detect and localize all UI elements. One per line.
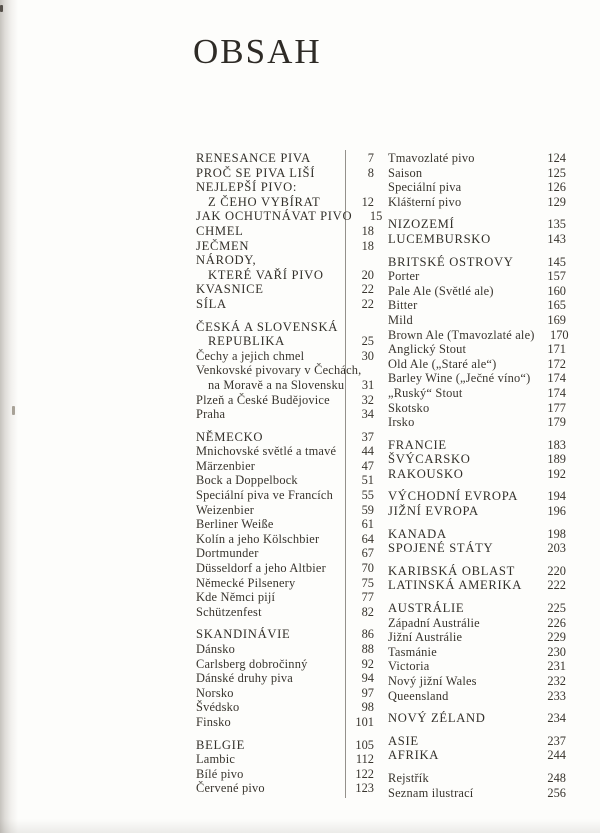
toc-entry-page-number: 192 bbox=[547, 466, 566, 481]
toc-entry-page-number: 172 bbox=[547, 356, 566, 371]
toc-entry-page-number: 234 bbox=[547, 711, 566, 726]
toc-entry-label: Barley Wine („Ječné víno“) bbox=[388, 371, 531, 386]
toc-group bbox=[388, 771, 566, 800]
toc-entry-label: Queensland bbox=[388, 688, 449, 703]
toc-entry-page-number: 70 bbox=[361, 561, 374, 576]
toc-entry-page-number: 248 bbox=[547, 770, 566, 785]
toc-entry-label: Mild bbox=[388, 312, 413, 327]
toc-section-heading-row bbox=[196, 334, 377, 349]
toc-entry-label: Märzenbier bbox=[196, 458, 256, 473]
toc-entry-row bbox=[196, 642, 377, 657]
toc-entry-label: Weizenbier bbox=[196, 502, 255, 517]
toc-section-heading-row bbox=[196, 195, 377, 210]
toc-entry-label: BELGIE bbox=[196, 737, 245, 752]
toc-entry-label: Klášterní pivo bbox=[388, 194, 462, 209]
toc-entry-row bbox=[388, 195, 566, 210]
toc-entry-label: Saison bbox=[388, 165, 423, 180]
toc-entry-row bbox=[196, 657, 377, 672]
toc-entry-label: JIŽNÍ EVROPA bbox=[388, 504, 479, 519]
toc-entry-row bbox=[196, 488, 377, 503]
toc-entry-row bbox=[196, 349, 377, 364]
toc-entry-label: SPOJENÉ STÁTY bbox=[388, 541, 494, 556]
toc-entry-label: ŠVÝCARSKO bbox=[388, 452, 471, 467]
toc-group bbox=[388, 217, 566, 246]
toc-entry-label: KVASNICE bbox=[196, 282, 264, 297]
toc-entry-page-number: 256 bbox=[547, 785, 566, 800]
toc-entry-page-number: 123 bbox=[355, 781, 374, 796]
toc-section-heading-row bbox=[388, 748, 566, 763]
toc-entry-label: CHMEL bbox=[196, 223, 244, 238]
toc-entry-page-number: 32 bbox=[361, 392, 374, 407]
toc-entry-page-number: 126 bbox=[547, 180, 566, 195]
toc-entry-page-number: 124 bbox=[547, 151, 566, 165]
toc-entry-label: Venkovské pivovary v Čechách, bbox=[196, 363, 362, 378]
toc-section-heading-row bbox=[388, 489, 566, 504]
toc-entry-label: Speciální piva bbox=[388, 180, 462, 195]
toc-entry-label: KANADA bbox=[388, 526, 447, 541]
toc-group bbox=[388, 254, 569, 430]
toc-entry-label: Čechy a jejich chmel bbox=[196, 348, 305, 363]
toc-entry-page-number: 67 bbox=[361, 546, 374, 561]
toc-entry-page-number: 196 bbox=[547, 504, 566, 519]
toc-entry-row bbox=[196, 671, 377, 686]
toc-section-heading-row bbox=[196, 627, 377, 642]
toc-entry-page-number: 157 bbox=[547, 269, 566, 284]
toc-entry-row bbox=[388, 386, 566, 401]
toc-entry-page-number: 59 bbox=[361, 502, 374, 517]
toc-entry-page-number: 18 bbox=[361, 238, 374, 253]
toc-section-heading-row bbox=[388, 438, 566, 453]
toc-entry-page-number: 237 bbox=[547, 733, 566, 748]
toc-entry-page-number: 233 bbox=[547, 688, 566, 703]
toc-section-heading-row bbox=[388, 504, 566, 519]
toc-entry-page-number: 169 bbox=[547, 312, 566, 327]
page-bottom-shadow bbox=[0, 819, 600, 833]
toc-entry-label: Bitter bbox=[388, 298, 418, 313]
toc-entry-page-number: 244 bbox=[547, 748, 566, 763]
toc-entry-row bbox=[388, 298, 566, 313]
toc-entry-row bbox=[196, 363, 377, 378]
toc-entry-page-number: 30 bbox=[361, 348, 374, 363]
toc-entry-label: Schützenfest bbox=[196, 604, 262, 619]
toc-entry-label: Seznam ilustrací bbox=[388, 785, 474, 800]
toc-entry-label: ASIE bbox=[388, 733, 419, 748]
toc-entry-label: Kolín a jeho Kölschbier bbox=[196, 531, 320, 546]
toc-entry-label: Jižní Austrálie bbox=[388, 630, 463, 645]
toc-entry-label: Speciální piva ve Francích bbox=[196, 488, 333, 503]
toc-entry-row bbox=[196, 700, 377, 715]
toc-entry-page-number: 92 bbox=[361, 656, 374, 671]
toc-entry-label: Rejstřík bbox=[388, 770, 429, 785]
toc-section-heading-row bbox=[388, 217, 566, 232]
toc-entry-row bbox=[196, 605, 377, 620]
toc-entry-page-number: 64 bbox=[361, 531, 374, 546]
toc-entry-label: Západní Austrálie bbox=[388, 615, 480, 630]
toc-entry-label: na Moravě a na Slovensku bbox=[208, 377, 345, 392]
toc-entry-label: Pale Ale (Světlé ale) bbox=[388, 283, 494, 298]
toc-entry-page-number: 135 bbox=[547, 217, 566, 232]
toc-entry-label: Norsko bbox=[196, 685, 234, 700]
toc-entry-label: Lambic bbox=[196, 752, 236, 767]
toc-entry-page-number: 226 bbox=[547, 615, 566, 630]
toc-entry-row bbox=[388, 357, 566, 372]
toc-entry-row bbox=[388, 659, 566, 674]
toc-entry-page-number: 44 bbox=[361, 444, 374, 459]
toc-entry-label: NĚMECKO bbox=[196, 429, 264, 444]
toc-entry-label: ČESKÁ A SLOVENSKÁ bbox=[196, 319, 339, 334]
toc-entry-label: Dánsko bbox=[196, 642, 236, 656]
toc-entry-page-number: 171 bbox=[547, 342, 566, 357]
toc-entry-page-number: 22 bbox=[361, 282, 374, 297]
toc-entry-page-number: 12 bbox=[361, 194, 374, 209]
toc-entry-row bbox=[196, 576, 377, 591]
toc-section-heading-row bbox=[388, 452, 566, 467]
toc-entry-row bbox=[196, 473, 377, 488]
toc-entry-label: KTERÉ VAŘÍ PIVO bbox=[208, 267, 324, 282]
toc-entry-row bbox=[388, 786, 566, 801]
toc-section-heading-row bbox=[196, 268, 377, 283]
toc-entry-row bbox=[196, 503, 377, 518]
toc-entry-label: Old Ale („Staré ale“) bbox=[388, 356, 497, 371]
toc-entry-row bbox=[196, 767, 377, 782]
toc-section-heading-row bbox=[196, 151, 377, 166]
toc-entry-row bbox=[196, 561, 377, 576]
toc-entry-label: Kde Němci pijí bbox=[196, 590, 276, 605]
toc-group bbox=[388, 527, 566, 556]
toc-entry-page-number: 75 bbox=[361, 575, 374, 590]
toc-entry-label: Německé Pilsenery bbox=[196, 575, 296, 590]
toc-entry-page-number: 31 bbox=[361, 377, 375, 392]
toc-entry-row bbox=[388, 401, 566, 416]
toc-section-heading-row bbox=[196, 297, 377, 312]
toc-entry-page-number: 94 bbox=[361, 671, 374, 686]
toc-entry-label: NOVÝ ZÉLAND bbox=[388, 711, 486, 726]
toc-entry-row bbox=[388, 151, 566, 166]
toc-entry-page-number: 170 bbox=[550, 327, 569, 342]
toc-entry-row bbox=[388, 313, 566, 328]
toc-entry-label: KARIBSKÁ OBLAST bbox=[388, 563, 516, 578]
toc-entry-label: Berliner Weiße bbox=[196, 517, 274, 532]
toc-section-heading-row bbox=[196, 166, 377, 181]
toc-entry-label: SÍLA bbox=[196, 296, 227, 311]
toc-entry-label: Irsko bbox=[388, 415, 415, 430]
toc-group bbox=[388, 734, 566, 763]
toc-entry-row bbox=[196, 752, 377, 767]
toc-section-heading-row bbox=[196, 430, 377, 445]
toc-section-heading-row bbox=[196, 738, 377, 753]
toc-entry-page-number: 143 bbox=[547, 231, 566, 246]
toc-entry-page-number: 34 bbox=[361, 407, 374, 422]
toc-entry-page-number: 231 bbox=[547, 659, 566, 674]
toc-entry-page-number: 225 bbox=[547, 601, 566, 616]
toc-entry-page-number: 122 bbox=[355, 766, 374, 781]
toc-left-column bbox=[196, 151, 383, 796]
toc-entry-page-number: 88 bbox=[361, 642, 374, 656]
toc-entry-label: PROČ SE PIVA LIŠÍ bbox=[196, 165, 316, 180]
toc-entry-page-number: 112 bbox=[355, 752, 374, 767]
toc-entry-page-number: 55 bbox=[361, 488, 374, 503]
toc-entry-page-number: 15 bbox=[369, 209, 383, 224]
toc-section-heading-row bbox=[196, 253, 377, 268]
toc-entry-row bbox=[196, 532, 377, 547]
toc-entry-row bbox=[388, 284, 566, 299]
toc-entry-label: NÁRODY, bbox=[196, 253, 257, 268]
toc-entry-label: RAKOUSKO bbox=[388, 466, 464, 481]
toc-entry-page-number: 189 bbox=[547, 452, 566, 467]
toc-entry-row bbox=[388, 371, 566, 386]
toc-entry-label: NIZOZEMÍ bbox=[388, 217, 455, 232]
toc-section-heading-row bbox=[388, 564, 566, 579]
toc-entry-page-number: 8 bbox=[367, 165, 374, 180]
toc-entry-page-number: 232 bbox=[547, 674, 566, 688]
page-title: OBSAH bbox=[193, 32, 322, 71]
toc-group bbox=[196, 627, 377, 729]
toc-entry-page-number: 183 bbox=[547, 437, 566, 452]
toc-entry-label: NEJLEPŠÍ PIVO: bbox=[196, 180, 298, 195]
toc-entry-label: Anglický Stout bbox=[388, 342, 467, 357]
toc-section-heading-row bbox=[388, 527, 566, 542]
toc-entry-label: Bílé pivo bbox=[196, 766, 244, 781]
toc-entry-row bbox=[196, 444, 377, 459]
toc-entry-label: AFRIKA bbox=[388, 748, 440, 763]
toc-entry-row bbox=[196, 517, 377, 532]
toc-entry-row bbox=[196, 715, 377, 730]
toc-entry-page-number: 165 bbox=[547, 298, 566, 313]
toc-entry-row bbox=[196, 686, 377, 701]
toc-entry-page-number: 82 bbox=[361, 604, 374, 619]
toc-entry-page-number: 22 bbox=[361, 296, 374, 311]
toc-entry-page-number: 98 bbox=[361, 700, 374, 715]
toc-entry-page-number: 37 bbox=[361, 429, 374, 444]
toc-entry-label: Praha bbox=[196, 407, 226, 422]
toc-section-heading-row bbox=[388, 541, 566, 556]
toc-entry-label: Porter bbox=[388, 269, 420, 284]
toc-group bbox=[196, 151, 383, 312]
toc-entry-label: Düsseldorf a jeho Altbier bbox=[196, 561, 326, 576]
scan-speck-left-margin bbox=[12, 406, 15, 415]
toc-entry-page-number: 7 bbox=[367, 151, 374, 165]
toc-entry-label: LUCEMBURSKO bbox=[388, 231, 491, 246]
toc-entry-label: Tmavozlaté pivo bbox=[388, 151, 475, 165]
toc-section-heading-row bbox=[196, 239, 377, 254]
toc-entry-row bbox=[388, 771, 566, 786]
toc-entry-page-number: 174 bbox=[547, 371, 566, 386]
toc-entry-page-number: 229 bbox=[547, 630, 566, 645]
toc-entry-page-number: 198 bbox=[547, 526, 566, 541]
toc-entry-page-number: 203 bbox=[547, 541, 566, 556]
toc-entry-label: FRANCIE bbox=[388, 437, 447, 452]
toc-entry-row bbox=[388, 166, 566, 181]
toc-entry-label: Nový jižní Wales bbox=[388, 674, 477, 688]
toc-entry-page-number: 129 bbox=[547, 194, 566, 209]
toc-section-heading-row bbox=[196, 224, 377, 239]
toc-entry-row bbox=[388, 327, 569, 343]
toc-entry-row bbox=[196, 378, 377, 393]
toc-entry-label: Plzeň a České Budějovice bbox=[196, 392, 330, 407]
toc-entry-label: JEČMEN bbox=[196, 238, 250, 253]
toc-section-heading-row bbox=[388, 232, 566, 247]
toc-entry-label: SKANDINÁVIE bbox=[196, 627, 291, 642]
toc-group bbox=[388, 151, 566, 209]
toc-section-heading-row bbox=[196, 282, 377, 297]
toc-entry-label: Tasmánie bbox=[388, 644, 437, 659]
toc-section-heading-row bbox=[388, 601, 566, 616]
toc-entry-page-number: 20 bbox=[361, 267, 374, 282]
toc-entry-label: RENESANCE PIVA bbox=[196, 151, 311, 165]
toc-entry-page-number: 86 bbox=[361, 627, 374, 642]
toc-entry-row bbox=[196, 407, 377, 422]
toc-group bbox=[388, 711, 566, 726]
toc-entry-row bbox=[388, 269, 566, 284]
toc-section-heading-row bbox=[388, 711, 566, 726]
toc-entry-page-number: 125 bbox=[547, 165, 566, 180]
toc-group bbox=[196, 738, 377, 796]
toc-section-heading-row bbox=[388, 734, 566, 749]
toc-section-heading-row bbox=[196, 180, 377, 195]
toc-entry-row bbox=[196, 459, 377, 474]
toc-section-heading-row bbox=[196, 209, 383, 224]
toc-entry-label: „Ruský“ Stout bbox=[388, 385, 463, 400]
toc-entry-page-number: 174 bbox=[547, 385, 566, 400]
toc-entry-row bbox=[196, 590, 377, 605]
toc-entry-page-number: 18 bbox=[361, 223, 374, 238]
toc-entry-label: BRITSKÉ OSTROVY bbox=[388, 254, 514, 269]
toc-entry-label: Carlsberg dobročinný bbox=[196, 656, 308, 671]
toc-entry-page-number: 25 bbox=[361, 334, 374, 349]
toc-entry-row bbox=[388, 616, 566, 631]
toc-entry-label: Mnichovské světlé a tmavé bbox=[196, 444, 337, 459]
toc-entry-label: Červené pivo bbox=[196, 781, 265, 796]
toc-entry-page-number: 177 bbox=[547, 400, 566, 415]
toc-entry-label: Skotsko bbox=[388, 400, 430, 415]
toc-entry-page-number: 105 bbox=[355, 737, 374, 752]
toc-entry-page-number: 160 bbox=[547, 283, 566, 298]
toc-entry-page-number: 220 bbox=[547, 563, 566, 578]
toc-section-heading-row bbox=[388, 578, 566, 593]
toc-entry-page-number: 51 bbox=[361, 473, 374, 488]
toc-entry-row bbox=[196, 546, 377, 561]
toc-entry-row bbox=[388, 645, 566, 660]
toc-entry-label: AUSTRÁLIE bbox=[388, 601, 465, 616]
toc-entry-page-number: 222 bbox=[547, 578, 566, 593]
toc-group bbox=[388, 489, 566, 518]
toc-group bbox=[196, 430, 377, 620]
toc-entry-label: REPUBLIKA bbox=[208, 334, 285, 349]
toc-entry-label: Z ČEHO VYBÍRAT bbox=[208, 194, 321, 209]
toc-entry-label: VÝCHODNÍ EVROPA bbox=[388, 489, 519, 504]
toc-group bbox=[196, 320, 377, 422]
toc-group bbox=[388, 601, 566, 703]
toc-entry-row bbox=[196, 393, 377, 408]
toc-entry-page-number: 77 bbox=[361, 590, 374, 605]
toc-entry-page-number: 145 bbox=[547, 254, 566, 269]
toc-entry-page-number: 61 bbox=[361, 517, 374, 532]
toc-entry-label: Dánské druhy piva bbox=[196, 671, 293, 686]
toc-section-heading-row bbox=[388, 255, 566, 270]
toc-entry-page-number: 194 bbox=[547, 489, 566, 504]
toc-group bbox=[388, 564, 566, 593]
toc-entry-page-number: 101 bbox=[355, 714, 374, 729]
toc-entry-page-number: 179 bbox=[547, 415, 566, 430]
toc-entry-label: Brown Ale (Tmavozlaté ale) bbox=[388, 327, 535, 342]
scan-gutter-shadow bbox=[0, 0, 18, 833]
toc-entry-label: Victoria bbox=[388, 659, 430, 674]
toc-entry-label: Švédsko bbox=[196, 700, 240, 715]
toc-right-column bbox=[388, 151, 569, 800]
toc-entry-row bbox=[388, 630, 566, 645]
scan-speck-top-left bbox=[0, 5, 3, 12]
toc-entry-label: JAK OCHUTNÁVAT PIVO bbox=[196, 209, 353, 224]
toc-entry-row bbox=[388, 180, 566, 195]
toc-section-heading-row bbox=[388, 467, 566, 482]
toc-entry-row bbox=[196, 781, 377, 796]
toc-entry-page-number: 47 bbox=[361, 458, 374, 473]
toc-entry-row bbox=[388, 415, 566, 430]
toc-entry-row bbox=[388, 689, 566, 704]
toc-section-heading-row bbox=[196, 320, 377, 335]
toc-entry-label: Finsko bbox=[196, 714, 231, 729]
toc-entry-row bbox=[388, 342, 566, 357]
toc-group bbox=[388, 438, 566, 482]
toc-entry-row bbox=[388, 674, 566, 689]
toc-entry-page-number: 97 bbox=[361, 685, 374, 700]
toc-entry-label: LATINSKÁ AMERIKA bbox=[388, 578, 522, 593]
toc-entry-label: Dortmunder bbox=[196, 546, 259, 561]
toc-entry-page-number: 230 bbox=[547, 644, 566, 659]
toc-entry-label: Bock a Doppelbock bbox=[196, 473, 298, 488]
